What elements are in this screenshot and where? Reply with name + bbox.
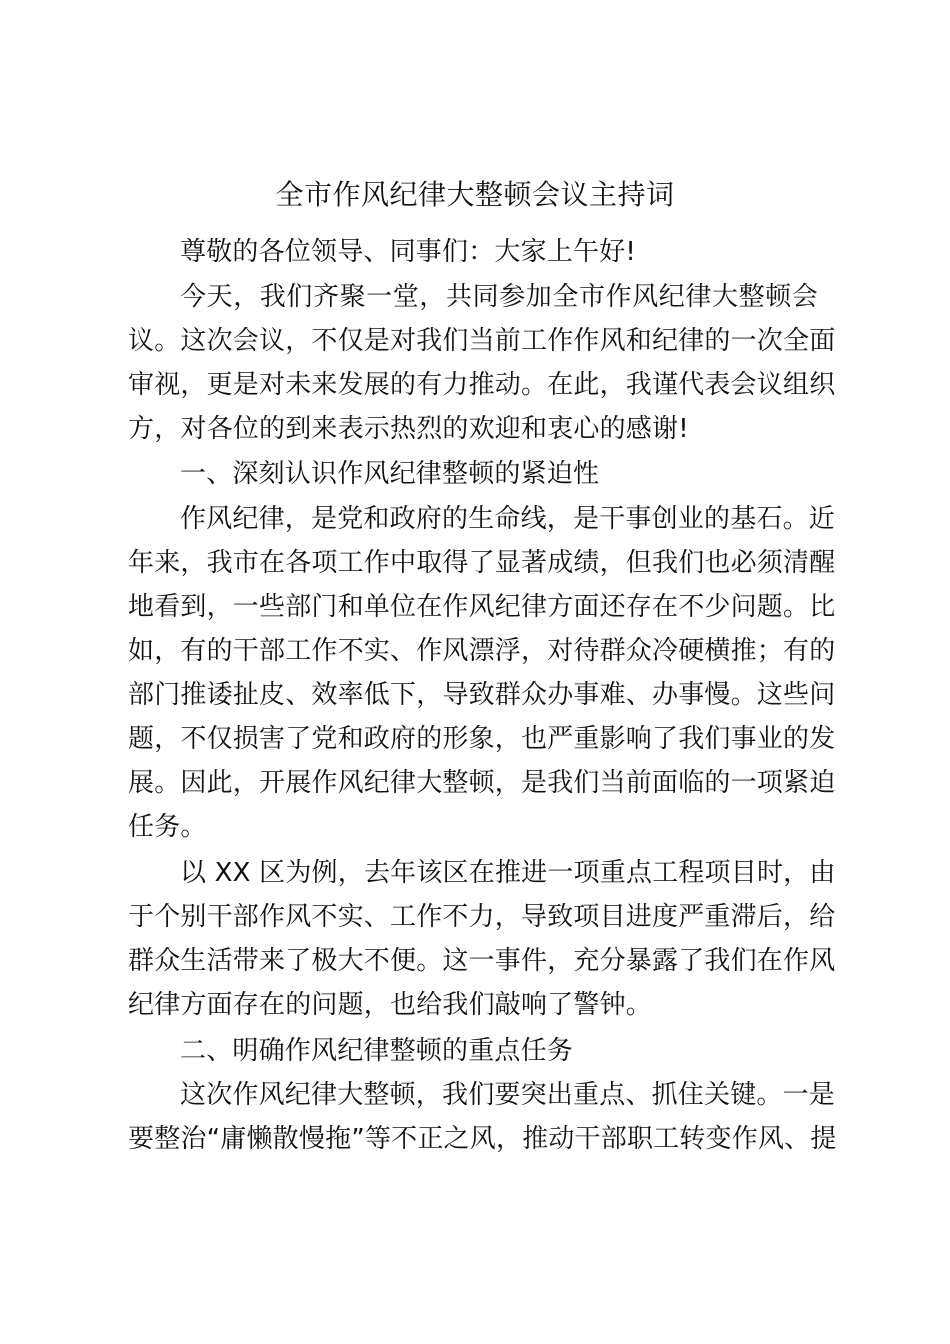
paragraph-line: 这次作风纪律大整顿，我们要突出重点、抓住关键。一是 (180, 1080, 836, 1110)
paragraph-line: 方，对各位的到来表示热烈的欢迎和衷心的感谢! (128, 414, 689, 444)
section-heading: 一、深刻认识作风纪律整顿的紧迫性 (180, 459, 600, 489)
paragraph-line: 年来，我市在各项工作中取得了显著成绩，但我们也必须清醒 (128, 548, 836, 578)
paragraph-line: 题，不仅损害了党和政府的形象，也严重影响了我们事业的发 (128, 724, 836, 754)
paragraph-line: 部门推诿扯皮、效率低下，导致群众办事难、办事慢。这些问 (128, 680, 836, 710)
paragraph-line: 以 XX 区为例，去年该区在推进一项重点工程项目时，由 (180, 858, 836, 888)
paragraph-line: 审视，更是对未来发展的有力推动。在此，我谨代表会议组织 (128, 370, 836, 400)
paragraph-line: 今天，我们齐聚一堂，共同参加全市作风纪律大整顿会 (180, 282, 818, 312)
paragraph-line: 议。这次会议，不仅是对我们当前工作作风和纪律的一次全面 (128, 326, 836, 356)
paragraph-line: 作风纪律，是党和政府的生命线，是干事创业的基石。近 (180, 504, 836, 534)
paragraph-line: 任务。 (128, 812, 207, 842)
section-heading: 二、明确作风纪律整顿的重点任务 (180, 1036, 574, 1066)
paragraph-line: 要整治“庸懒散慢拖”等不正之风，推动干部职工转变作风、提 (128, 1124, 837, 1154)
paragraph-line: 于个别干部作风不实、工作不力，导致项目进度严重滞后，给 (128, 902, 836, 932)
paragraph-line: 展。因此，开展作风纪律大整顿，是我们当前面临的一项紧迫 (128, 768, 836, 798)
paragraph-line: 群众生活带来了极大不便。这一事件，充分暴露了我们在作风 (128, 946, 836, 976)
document-title: 全市作风纪律大整顿会议主持词 (275, 178, 675, 211)
paragraph-line: 地看到，一些部门和单位在作风纪律方面还存在不少问题。比 (128, 592, 836, 622)
paragraph-line: 如，有的干部工作不实、作风漂浮，对待群众冷硬横推；有的 (128, 636, 836, 666)
paragraph-line: 纪律方面存在的问题，也给我们敲响了警钟。 (128, 990, 653, 1020)
greeting-line: 尊敬的各位领导、同事们：大家上午好! (180, 237, 637, 267)
